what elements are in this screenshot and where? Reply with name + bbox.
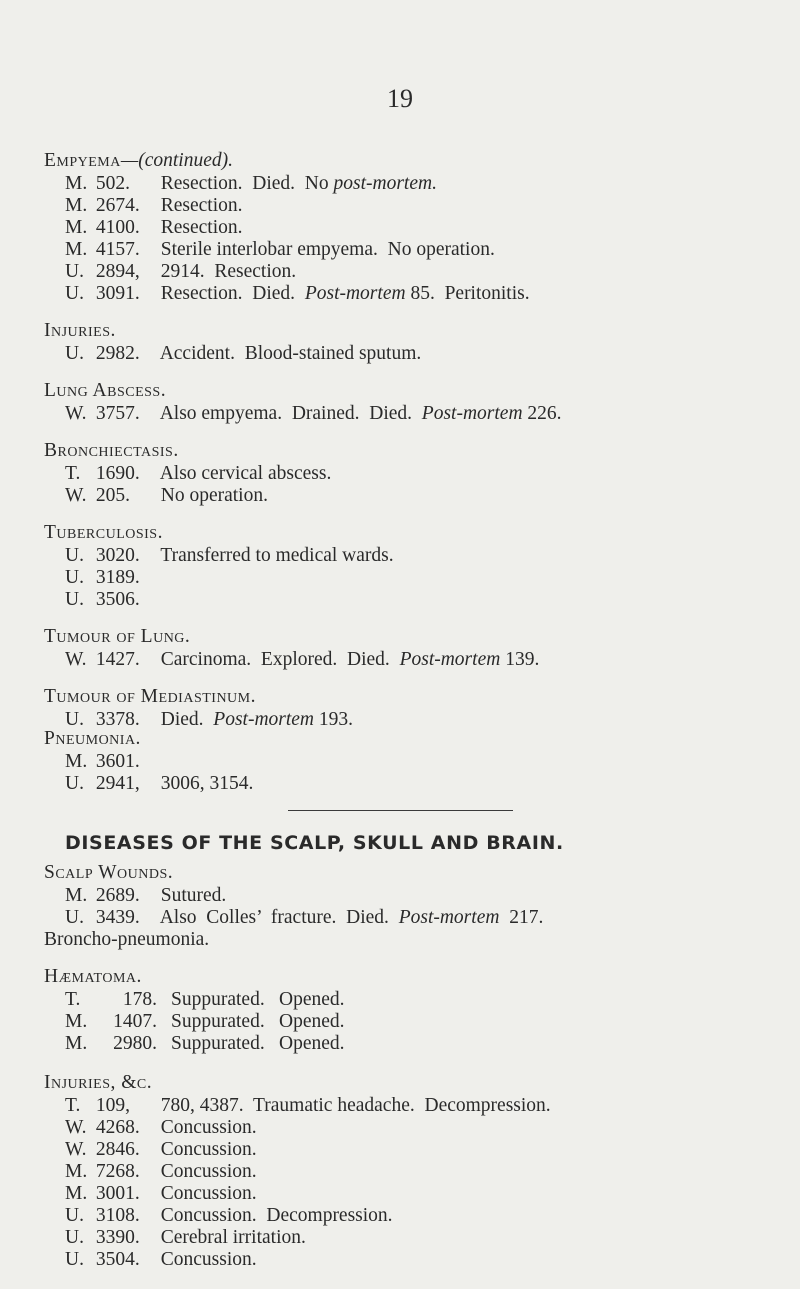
list-item: U. 3189. [65,567,140,588]
section-heading: Injuries, &c. [44,1072,153,1093]
list-item: U. 3091. Resection. Died. Post-mortem 85. Peritonitis. [65,283,530,304]
list-item: U. 3378. Died. Post-mortem 193. [65,709,354,730]
list-item: M. 4157. Sterile interlobar empyema. No operation. [65,239,495,260]
list-item: W. 3757. Also empyema. Drained. Died. Post-mortem 226. [65,403,562,424]
section-heading: Scalp Wounds. [44,862,174,883]
section-heading: Hæmatoma. [44,966,142,987]
section-heading: Lung Abscess. [44,380,167,401]
list-item: U. 3390. Cerebral irritation. [65,1227,306,1248]
list-item: T. 1690. Also cervical abscess. [65,463,332,484]
list-item: M. 4100. Resection. [65,217,243,238]
page-number: 19 [387,84,413,113]
list-item: U. 3108. Concussion. Decompression. [65,1205,393,1226]
section-heading: Tumour of Mediastinum. [44,686,256,707]
section-heading: Empyema [44,150,121,171]
list-item: M. 2674. Resection. [65,195,243,216]
section-heading: Bronchiectasis. [44,440,179,461]
list-item: M. 2689. Sutured. [65,885,227,906]
list-item: M. 2980. Suppurated. Opened. [65,1033,345,1054]
list-item: U. 2941, 3006, 3154. [65,773,254,794]
section-heading: Injuries. [44,320,116,341]
section-heading: Tuberculosis. [44,522,163,543]
list-item: U. 2982. Accident. Blood-stained sputum. [65,343,422,364]
list-item: U. 2894, 2914. Resection. [65,261,297,282]
list-item: U. 3506. [65,589,140,610]
list-item: W. 205. No operation. [65,485,268,506]
list-item: W. 4268. Concussion. [65,1117,257,1138]
section-heading: Tumour of Lung. [44,626,191,647]
continuation-text: Broncho-pneumonia. [44,929,210,950]
list-item: M. 7268. Concussion. [65,1161,257,1182]
section-heading: Pneumonia. [44,728,141,749]
continued-note: —(continued). [120,150,233,171]
list-item: W. 2846. Concussion. [65,1139,257,1160]
list-item: T. 178. Suppurated. Opened. [65,989,345,1010]
section-title: DISEASES OF THE SCALP, SKULL AND BRAIN. [65,832,564,854]
list-item: W. 1427. Carcinoma. Explored. Died. Post-mortem 139. [65,649,540,670]
list-item: T. 109, 780, 4387. Traumatic headache. Decompression. [65,1095,551,1116]
list-item: M. 3601. [65,751,140,772]
list-item: M. 1407. Suppurated. Opened. [65,1011,345,1032]
list-item: U. 3504. Concussion. [65,1249,257,1270]
list-item: M. 3001. Concussion. [65,1183,257,1204]
list-item: U. 3020. Transferred to medical wards. [65,545,394,566]
list-item: M. 502. Resection. Died. No post-mortem. [65,173,437,194]
list-item: U. 3439. Also Colles’ fracture. Died. Post-mortem 217. [65,907,544,928]
